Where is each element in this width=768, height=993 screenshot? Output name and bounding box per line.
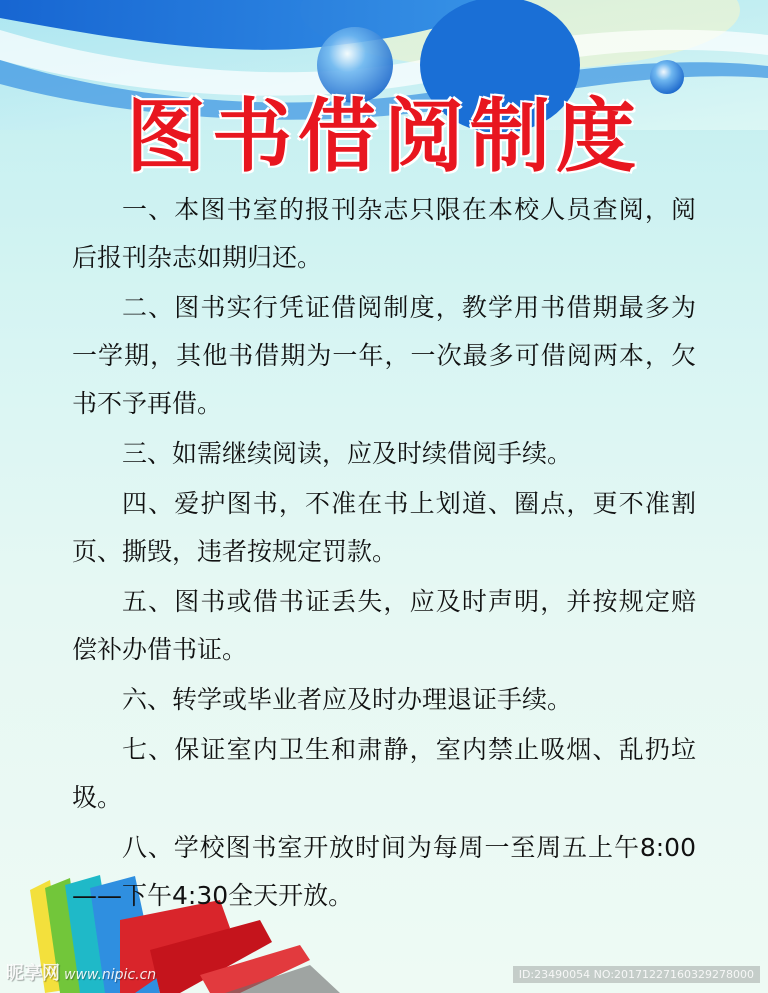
rule-6: 六、转学或毕业者应及时办理退证手续。 <box>122 685 573 714</box>
watermark-logo <box>6 959 156 985</box>
rules-list <box>72 186 696 922</box>
watermark-logo-text: 昵享网 <box>6 963 60 984</box>
watermark-id: ID:23490054 NO:20171227160329278000 <box>513 966 760 983</box>
rule-8: 八、学校图书室开放时间为每周一至周五上午8:00——下午4:30全天开放。 <box>72 833 696 910</box>
rule-5: 五、图书或借书证丢失，应及时声明，并按规定赔偿补办借书证。 <box>72 587 696 664</box>
rule-2: 二、图书实行凭证借阅制度，教学用书借期最多为一学期，其他书借期为一年，一次最多可借阅两本，欠书不予再借。 <box>72 293 696 418</box>
rule-4: 四、爱护图书，不准在书上划道、圈点，更不准割页、撕毁，违者按规定罚款。 <box>72 489 696 566</box>
watermark-url: www.nipic.cn <box>64 967 157 983</box>
rule-7: 七、保证室内卫生和肃静，室内禁止吸烟、乱扔垃圾。 <box>72 735 696 812</box>
page-title: 图书借阅制度 <box>126 90 642 183</box>
rule-1: 一、本图书室的报刊杂志只限在本校人员查阅，阅后报刊杂志如期归还。 <box>72 195 696 272</box>
rule-3: 三、如需继续阅读，应及时续借阅手续。 <box>122 439 573 468</box>
